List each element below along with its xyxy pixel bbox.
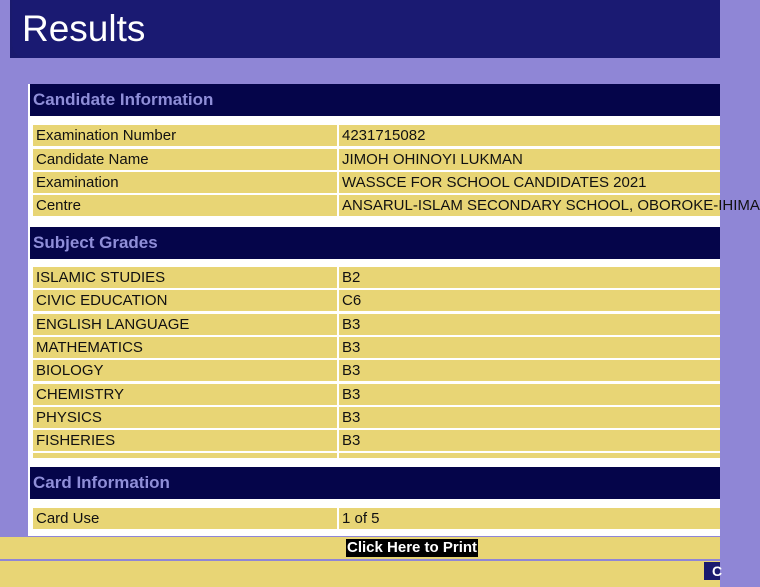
row-value: 1 of 5 (339, 508, 720, 529)
row-value: JIMOH OHINOYI LUKMAN (339, 149, 720, 170)
row-label: Centre (33, 195, 337, 216)
row-value: WASSCE FOR SCHOOL CANDIDATES 2021 (339, 172, 720, 193)
subject-grade: B2 (339, 267, 720, 288)
table-row (33, 384, 720, 405)
subject-grade: B3 (339, 384, 720, 405)
subject-grade: B3 (339, 430, 720, 451)
table-row (33, 337, 720, 358)
table-row (33, 195, 760, 216)
table-row (33, 290, 720, 311)
table-row (33, 172, 720, 193)
table-row (33, 430, 720, 451)
row-value: 4231715082 (339, 125, 720, 146)
section-heading-grades: Subject Grades (30, 227, 720, 259)
subject-grade: C6 (339, 290, 720, 311)
section-heading-card: Card Information (30, 467, 720, 499)
subject-grade: B3 (339, 337, 720, 358)
table-row (33, 125, 720, 146)
subject-grade: B3 (339, 407, 720, 428)
header-notch (0, 0, 10, 58)
subject-name: CHEMISTRY (33, 384, 337, 405)
corner-button[interactable]: C (704, 562, 720, 580)
print-button[interactable]: Click Here to Print (347, 539, 478, 556)
row-label: Card Use (33, 508, 337, 529)
section-heading-candidate: Candidate Information (30, 84, 720, 116)
subject-name: ENGLISH LANGUAGE (33, 314, 337, 335)
subject-name: ISLAMIC STUDIES (33, 267, 337, 288)
table-row (33, 360, 720, 381)
subject-grade: B3 (339, 314, 720, 335)
subject-grade: B3 (339, 360, 720, 381)
subject-name: PHYSICS (33, 407, 337, 428)
row-label-empty (33, 453, 337, 458)
subject-name: MATHEMATICS (33, 337, 337, 358)
table-row (33, 314, 720, 335)
table-row (33, 508, 720, 529)
page-title: Results (22, 8, 146, 49)
table-row (33, 407, 720, 428)
subject-name: FISHERIES (33, 430, 337, 451)
header-bar (0, 0, 720, 58)
table-row (33, 149, 720, 170)
row-label: Candidate Name (33, 149, 337, 170)
table-row-empty (33, 453, 720, 458)
row-label: Examination (33, 172, 337, 193)
subject-name: BIOLOGY (33, 360, 337, 381)
row-label: Examination Number (33, 125, 337, 146)
row-value-empty (339, 453, 720, 458)
footer-bar-lower (0, 561, 720, 587)
table-row (33, 267, 720, 288)
subject-name: CIVIC EDUCATION (33, 290, 337, 311)
row-value: ANSARUL-ISLAM SECONDARY SCHOOL, OBOROKE-IHIMA (339, 195, 720, 216)
